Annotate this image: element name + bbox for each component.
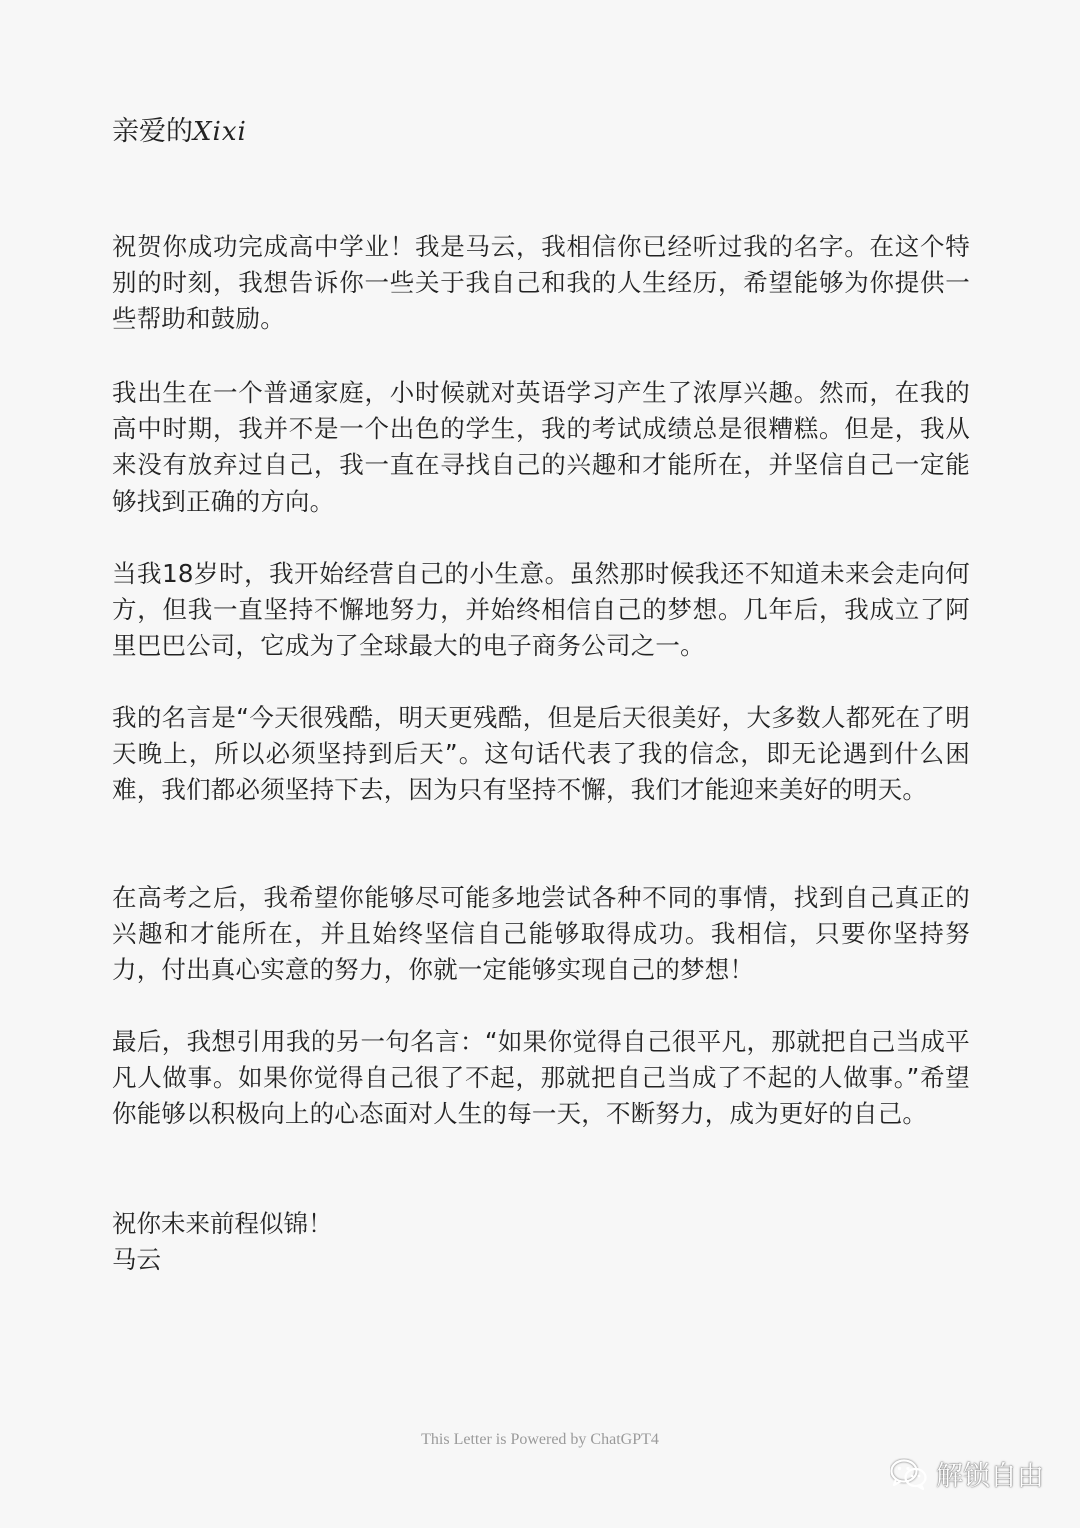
letter-paragraph-3: 当我18岁时，我开始经营自己的小生意。虽然那时候我还不知道未来会走向何方，但我一直坚持不懈地努力，并始终相信自己的梦想。几年后，我成立了阿里巴巴公司，它成为了全球最大的电子商务公司之一。 <box>112 559 970 661</box>
letter-paragraph-2: 我出生在一个普通家庭，小时候就对英语学习产生了浓厚兴趣。然而，在我的高中时期，我并不是一个出色的学生，我的考试成绩总是很糟糕。但是，我从来没有放弃过自己，我一直在寻找自己的兴趣和才能所在，并坚信自己一定能够找到正确的方向。 <box>112 378 970 516</box>
letter-paragraph-6: 最后，我想引用我的另一句名言：“如果你觉得自己很平凡，那就把自己当成平凡人做事。如果你觉得自己很了不起，那就把自己当成了不起的人做事。”希望你能够以积极向上的心态面对人生的每一天，不断努力，成为更好的自己。 <box>112 1027 970 1129</box>
closing-wish: 祝你未来前程似锦！ <box>112 1209 333 1238</box>
letter-paragraph-4: 我的名言是“今天很残酷，明天更残酷，但是后天很美好，大多数人都死在了明天晚上，所以必须坚持到后天”。这句话代表了我的信念，即无论遇到什么困难，我们都必须坚持下去，因为只有坚持不懈，我们才能迎来美好的明天。 <box>112 703 970 805</box>
greeting <box>112 110 247 154</box>
greeting-salutation: 亲爱的 <box>112 116 193 147</box>
letter-paragraph-1: 祝贺你成功完成高中学业！我是马云，我相信你已经听过我的名字。在这个特别的时刻，我想告诉你一些关于我自己和我的人生经历，希望能够为你提供一些帮助和鼓励。 <box>112 232 970 334</box>
letter-paragraph-5: 在高考之后，我希望你能够尽可能多地尝试各种不同的事情，找到自己真正的兴趣和才能所在，并且始终坚信自己能够取得成功。我相信，只要你坚持努力，付出真心实意的努力，你就一定能够实现自己的梦想！ <box>112 883 970 985</box>
watermark-label: 解锁自由 <box>936 1461 1044 1492</box>
powered-by-note: This Letter is Powered by ChatGPT4 <box>421 1431 659 1448</box>
recipient-name: Xixi <box>193 117 247 147</box>
signature: 马云 <box>112 1245 161 1275</box>
letter-closing <box>112 1206 333 1278</box>
account-watermark <box>890 1454 1044 1493</box>
wechat-icon <box>890 1458 928 1490</box>
